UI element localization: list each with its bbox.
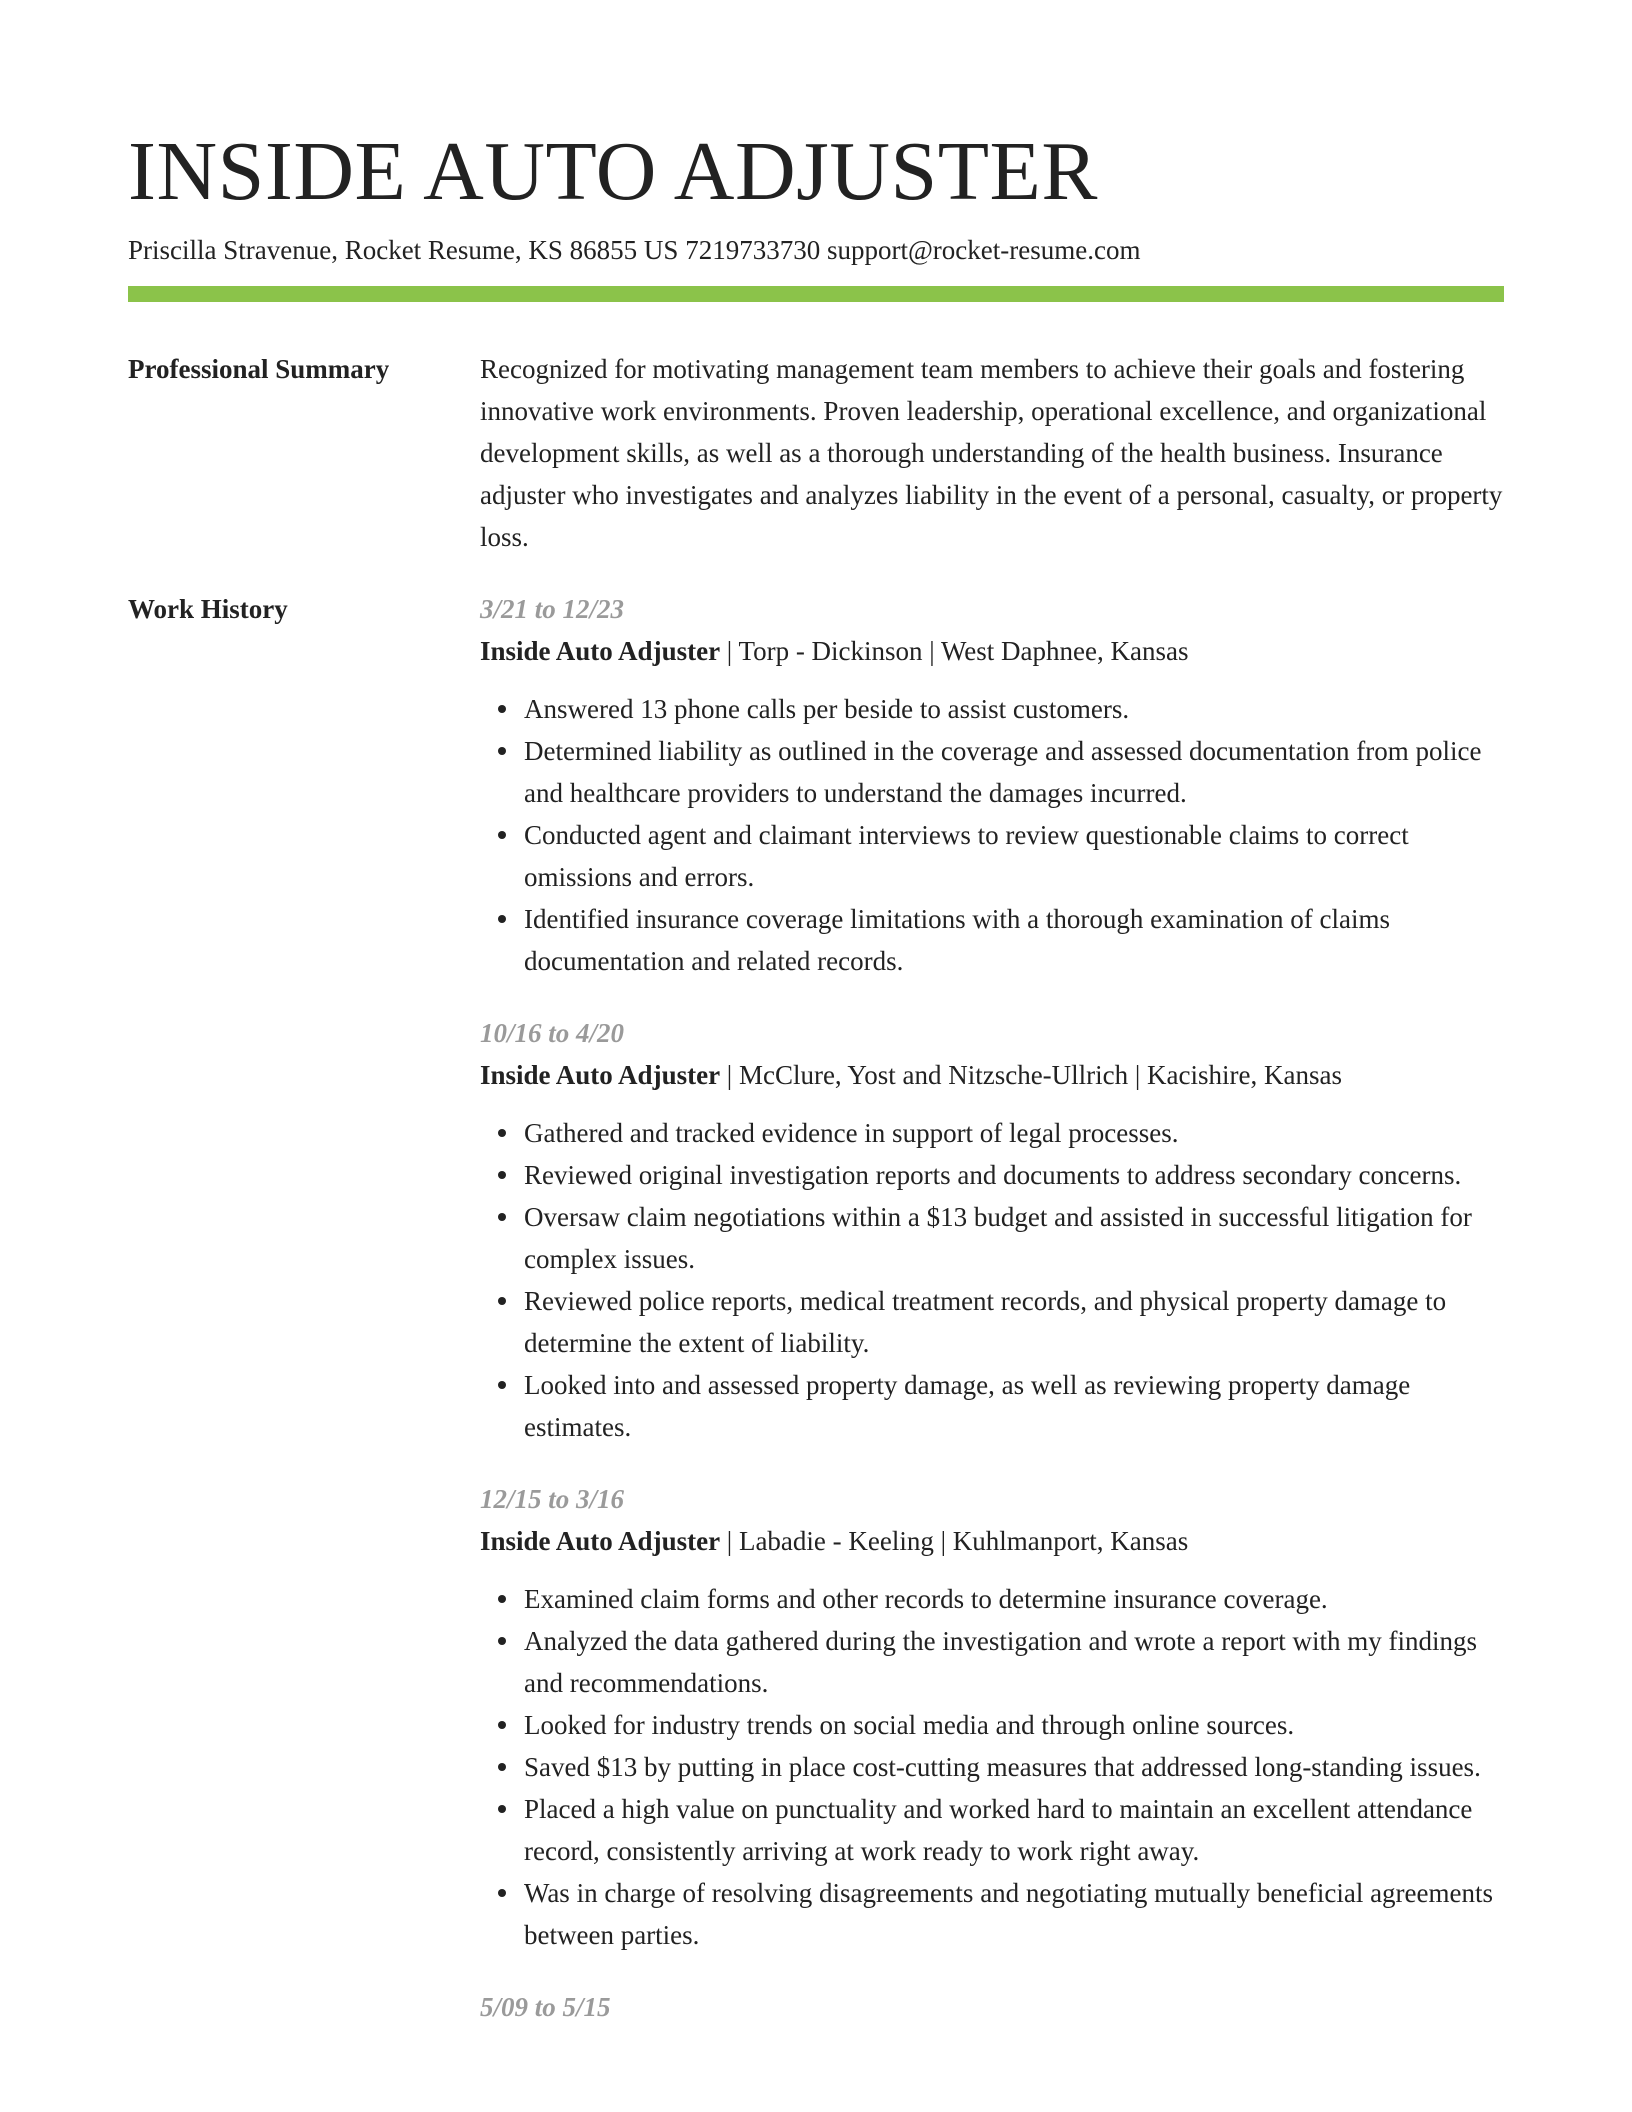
job-entry (480, 1986, 1504, 2028)
section-body-professional-summary (480, 348, 1504, 558)
job-bullet-list (480, 1112, 1504, 1448)
bullet-dot-icon (498, 1297, 506, 1305)
job-bullet-text: Looked for industry trends on social media and through online sources. (524, 1710, 1295, 1740)
bullet-dot-icon (498, 705, 506, 713)
job-bullet (524, 1196, 1504, 1280)
page-title: INSIDE AUTO ADJUSTER (128, 125, 1098, 218)
job-bullet (524, 1788, 1504, 1872)
job-bullet-text: Conducted agent and claimant interviews to review questionable claims to correct omissions and errors. (524, 820, 1409, 892)
bullet-dot-icon (498, 1171, 506, 1179)
job-bullet-text: Determined liability as outlined in the coverage and assessed documentation from police and healthcare providers to understand the damages incurred. (524, 736, 1482, 808)
job-heading (480, 1520, 1504, 1562)
job-dates: 10/16 to 4/20 (480, 1018, 625, 1048)
accent-divider (128, 286, 1504, 302)
bullet-dot-icon (498, 915, 506, 923)
job-heading (480, 630, 1504, 672)
job-bullet (524, 1872, 1504, 1956)
job-bullet-text: Gathered and tracked evidence in support of legal processes. (524, 1118, 1179, 1148)
job-bullet-text: Looked into and assessed property damage, as well as reviewing property damage estimates. (524, 1370, 1411, 1442)
job-bullet (524, 688, 1504, 730)
job-bullet (524, 1112, 1504, 1154)
bullet-dot-icon (498, 747, 506, 755)
bullet-dot-icon (498, 1763, 506, 1771)
job-bullet-text: Answered 13 phone calls per beside to assist customers. (524, 694, 1130, 724)
job-entry (480, 1012, 1504, 1448)
bullet-dot-icon (498, 1381, 506, 1389)
bullet-dot-icon (498, 1595, 506, 1603)
job-title: Inside Auto Adjuster (480, 1526, 721, 1556)
bullet-dot-icon (498, 831, 506, 839)
job-bullet (524, 898, 1504, 982)
job-bullet (524, 1154, 1504, 1196)
bullet-dot-icon (498, 1129, 506, 1137)
job-bullet (524, 1704, 1504, 1746)
job-bullet-text: Analyzed the data gathered during the investigation and wrote a report with my findings and recommendations. (524, 1626, 1477, 1698)
job-entry (480, 1478, 1504, 1956)
summary-paragraph: Recognized for motivating management team members to achieve their goals and fostering innovative work environments. Proven leadership, operational excellence, and organizational development skills, as well as a thorough understanding of the health business. Insurance adjuster who investigates and analyzes liability in the event of a personal, casualty, or property loss. (480, 354, 1503, 552)
bullet-dot-icon (498, 1213, 506, 1221)
job-title: Inside Auto Adjuster (480, 1060, 721, 1090)
work-history-list (480, 588, 1504, 2058)
job-details: | Labadie - Keeling | Kuhlmanport, Kansas (720, 1526, 1189, 1556)
job-bullet (524, 1620, 1504, 1704)
job-bullet-text: Examined claim forms and other records to determine insurance coverage. (524, 1584, 1328, 1614)
job-bullet (524, 1364, 1504, 1448)
job-heading (480, 1054, 1504, 1096)
bullet-dot-icon (498, 1637, 506, 1645)
contact-line: Priscilla Stravenue, Rocket Resume, KS 86855 US 7219733730 support@rocket-resume.com (128, 235, 1141, 265)
section-label-professional-summary: Professional Summary (128, 354, 390, 384)
job-bullet (524, 814, 1504, 898)
job-bullet (524, 1280, 1504, 1364)
job-bullet-list (480, 688, 1504, 982)
bullet-dot-icon (498, 1721, 506, 1729)
job-dates: 3/21 to 12/23 (480, 594, 625, 624)
job-bullet-text: Saved $13 by putting in place cost-cutting measures that addressed long-standing issues. (524, 1752, 1481, 1782)
job-bullet-text: Placed a high value on punctuality and worked hard to maintain an excellent attendance record, consistently arriving at work ready to work right away. (524, 1794, 1473, 1866)
job-dates: 5/09 to 5/15 (480, 1992, 611, 2022)
job-bullet (524, 1578, 1504, 1620)
job-bullet-text: Oversaw claim negotiations within a $13 budget and assisted in successful litigation for complex issues. (524, 1202, 1472, 1274)
job-dates: 12/15 to 3/16 (480, 1484, 625, 1514)
job-details: | Torp - Dickinson | West Daphnee, Kansas (720, 636, 1189, 666)
job-bullet-text: Was in charge of resolving disagreements and negotiating mutually beneficial agreements between parties. (524, 1878, 1494, 1950)
bullet-dot-icon (498, 1805, 506, 1813)
job-bullet-list (480, 1578, 1504, 1956)
job-bullet (524, 1746, 1504, 1788)
job-bullet-text: Identified insurance coverage limitations with a thorough examination of claims documentation and related records. (524, 904, 1390, 976)
job-details: | McClure, Yost and Nitzsche-Ullrich | Kacishire, Kansas (720, 1060, 1342, 1090)
job-bullet-text: Reviewed original investigation reports and documents to address secondary concerns. (524, 1160, 1462, 1190)
bullet-dot-icon (498, 1889, 506, 1897)
job-bullet-text: Reviewed police reports, medical treatment records, and physical property damage to determine the extent of liability. (524, 1286, 1447, 1358)
section-label-work-history: Work History (128, 594, 288, 624)
job-title: Inside Auto Adjuster (480, 636, 721, 666)
job-bullet (524, 730, 1504, 814)
job-entry (480, 588, 1504, 982)
